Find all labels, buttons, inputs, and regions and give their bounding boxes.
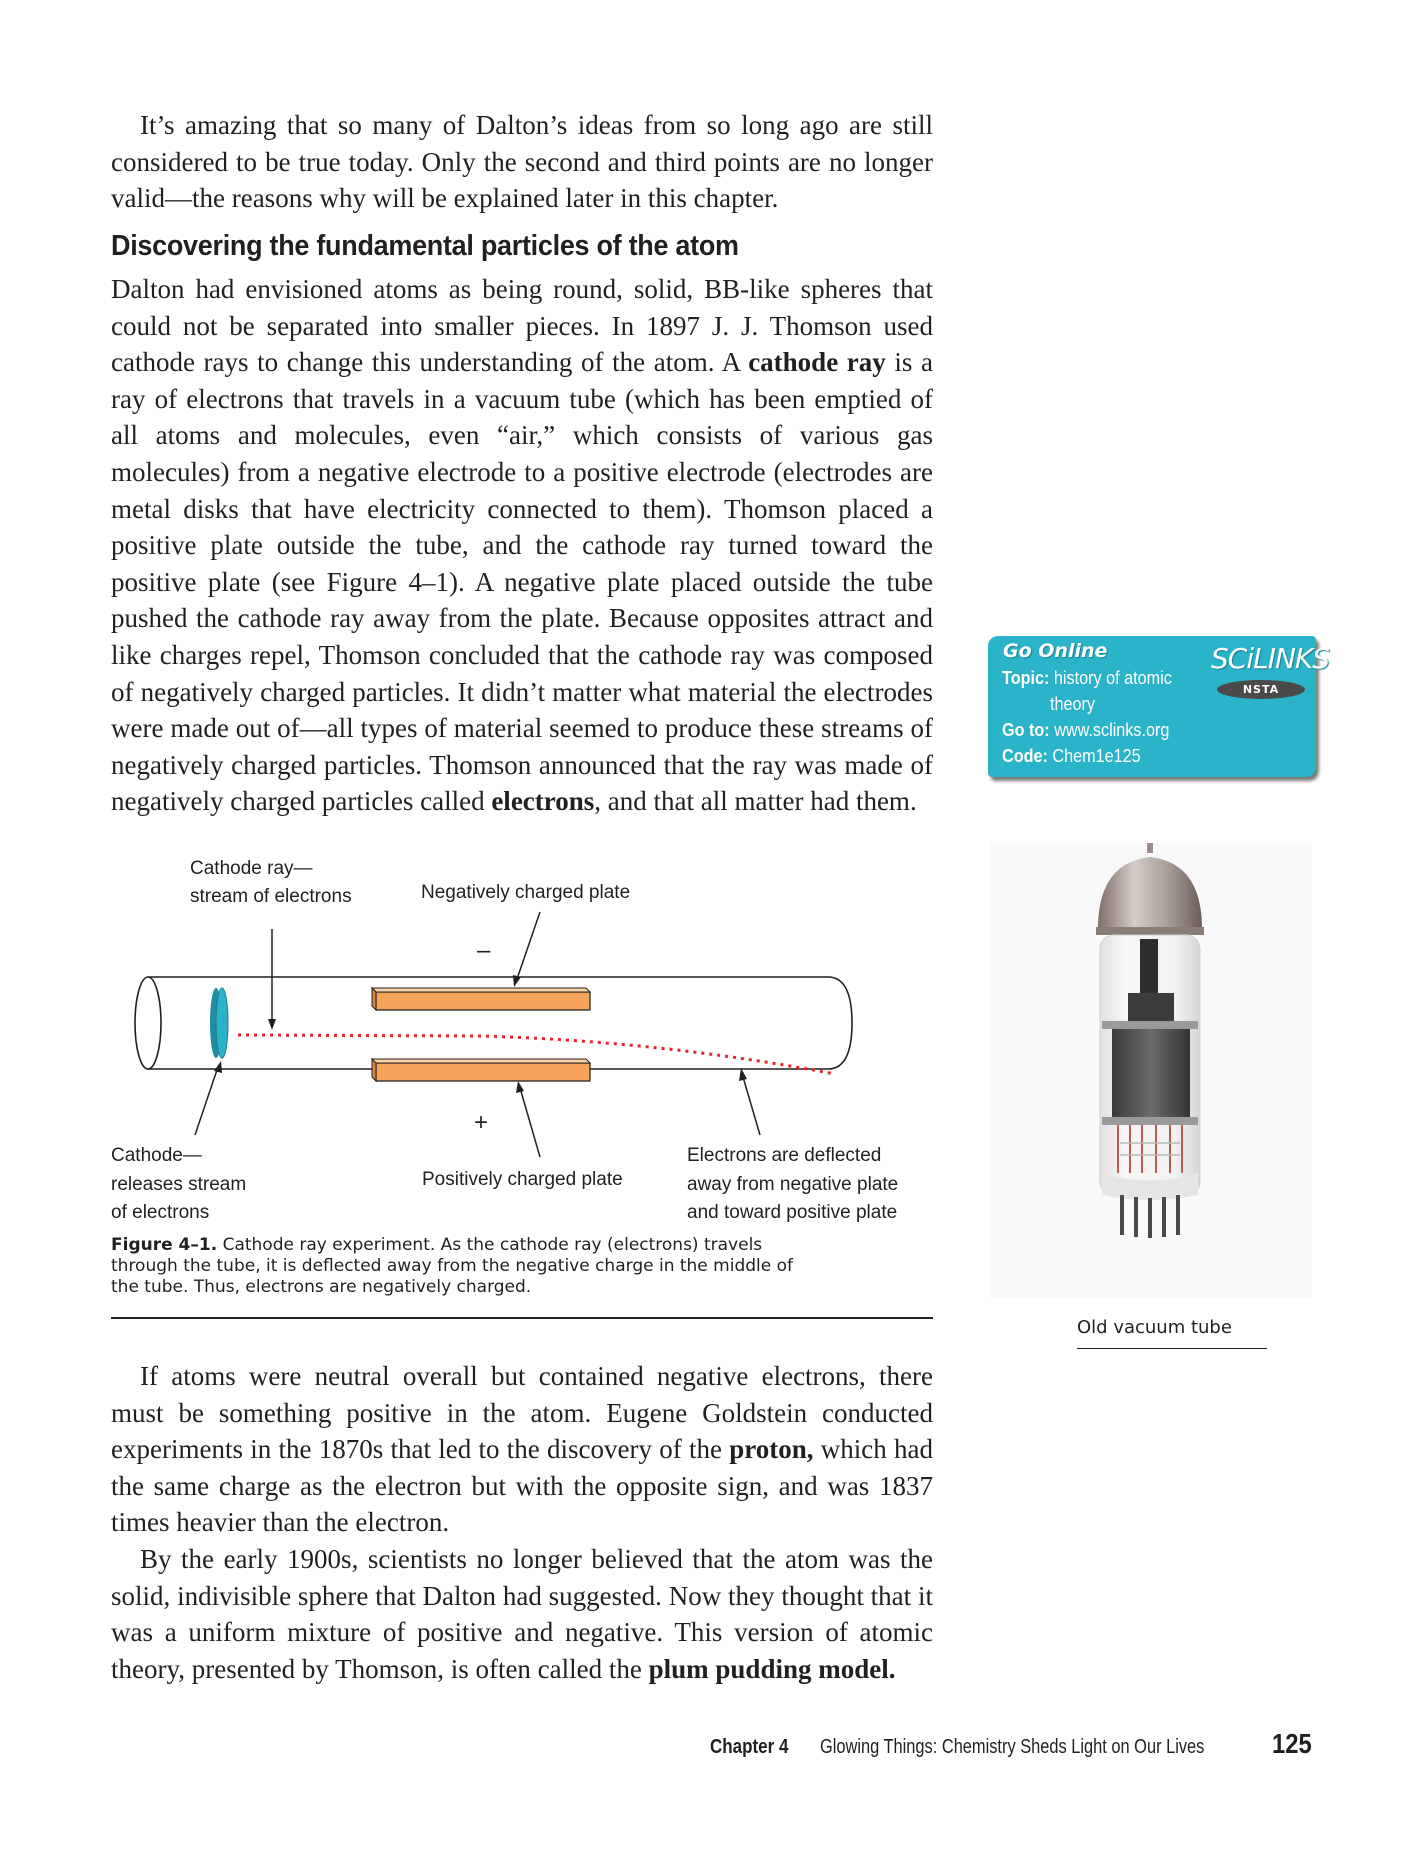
section-paragraph [111, 271, 933, 820]
lower-block [111, 1358, 933, 1687]
text-run: , and that all matter had them. [594, 786, 917, 817]
label-minus-sign: – [477, 937, 491, 964]
label-cathode-1: Cathode— [111, 1145, 202, 1166]
go-online-topic [1002, 668, 1172, 689]
figure-cathode-ray [100, 855, 940, 1325]
text-run: By the early 1900s, scientists no longer believed that the atom was the solid, indivisible sphere that Dalton had suggested. Now they thought that it was a uniform mixture of positive and negative. This version of atomic theory, presented by Thomson, is often called the [111, 1543, 933, 1684]
topic-label: Topic: [1002, 668, 1050, 688]
code-value: Chem1e125 [1052, 746, 1141, 766]
go-online-goto[interactable] [1002, 720, 1169, 741]
figure-caption [111, 1235, 811, 1298]
label-cathode-2: releases stream [111, 1174, 247, 1195]
positive-plate [372, 1059, 590, 1081]
paragraph-proton [111, 1358, 933, 1541]
text-run: is a ray of electrons that travels in a vacuum tube (which has been emptied of all atoms and molecules, even “air,” which consists of various gas molecules) from a negative electrode to a positive electrode (electrodes are metal disks that have electricity connected to them). Thomson placed a positive plate outside the tube, and the cathode ray turned toward the positive plate (see Figure 4–1). A negative plate placed outside the tube pushed the cathode ray away from the plate. Because opposites attract and like charges repel, Thomson concluded that the cathode ray was composed of negatively charged particles. It didn’t matter what material the electrodes were made out of—all types of material seemed to produce these streams of negatively charged particles. Thomson announced that the ray was made of negatively charged particles called [111, 347, 933, 817]
go-online-box[interactable] [988, 636, 1330, 777]
code-label: Code: [1002, 746, 1048, 766]
cathode-disk [210, 988, 228, 1058]
term-cathode-ray: cathode ray [748, 347, 886, 378]
go-online-topic-2: theory [1050, 694, 1096, 714]
label-deflected-1: Electrons are deflected [687, 1145, 882, 1166]
goto-link[interactable]: www.sclinks.org [1054, 720, 1170, 740]
section-block [111, 271, 933, 820]
label-cathode-ray-1: Cathode ray— [190, 858, 313, 879]
text-run: Dalton had envisioned atoms as being round, solid, BB-like spheres that could not be separated into smaller pieces. In 1897 J. J. Thomson used cathode rays to change this understanding of the atom. A [111, 274, 933, 378]
section-heading: Discovering the fundamental particles of the atom [111, 230, 739, 262]
term-proton: proton, [729, 1434, 814, 1465]
arrowhead [516, 1081, 524, 1093]
footer-chapter-title: Glowing Things: Chemistry Sheds Light on Our Lives [820, 1736, 1205, 1758]
vacuum-tube-photo [990, 843, 1312, 1298]
arrowhead [739, 1068, 747, 1081]
term-plum-pudding-model: plum pudding model. [648, 1653, 896, 1684]
label-positive-plate: Positively charged plate [422, 1169, 623, 1190]
go-online-title: Go Online [1003, 640, 1108, 662]
paragraph-plum [111, 1541, 933, 1687]
figure-caption-text: Cathode ray experiment. As the cathode ray (electrons) travels through the tube, it is deflected away from the negative charge in the middle of the tube. Thus, electrons are negatively charged. [111, 1235, 794, 1297]
tube-end [135, 977, 161, 1069]
figure-number: Figure 4–1. [111, 1235, 218, 1255]
term-electrons: electrons [491, 786, 595, 817]
figure-rule [111, 1317, 933, 1319]
label-plus-sign: + [474, 1109, 489, 1136]
intro-block [111, 107, 933, 217]
pointer-cathode [195, 1067, 218, 1135]
scilinks-logo [1209, 642, 1330, 704]
vacuum-tube-image [990, 843, 1312, 1298]
pointer-positive-plate [520, 1088, 540, 1157]
page-footer [700, 1728, 1315, 1768]
arrowhead [268, 1019, 276, 1030]
go-online-code [1002, 746, 1141, 767]
pointer-deflection [743, 1077, 760, 1135]
topic-value: history of atomic [1053, 668, 1172, 688]
label-cathode-3: of electrons [111, 1202, 210, 1223]
arrowhead [513, 975, 521, 987]
goto-label: Go to: [1002, 720, 1050, 740]
photo-caption: Old vacuum tube [1077, 1317, 1232, 1338]
negative-plate [372, 988, 590, 1010]
nsta-badge: NSTA [1217, 680, 1305, 699]
label-deflected-2: away from negative plate [687, 1174, 899, 1195]
arrowhead [214, 1061, 222, 1073]
pointer-negative-plate [517, 912, 540, 979]
page-number: 125 [1272, 1728, 1312, 1759]
text-run: If atoms were neutral overall but contained negative electrons, there must be something positive in the atom. Eugene Goldstein conducted experiments in the 1870s that led to the discovery of the [111, 1361, 933, 1465]
label-cathode-ray-2: stream of electrons [190, 886, 352, 907]
label-negative-plate: Negatively charged plate [421, 882, 631, 903]
footer-chapter: Chapter 4 [710, 1736, 789, 1758]
scilinks-logo-text: SCiLINKS [1211, 642, 1330, 675]
text-run: which had the same charge as the electron but with the opposite sign, and was 1837 times heavier than the electron. [111, 1434, 934, 1538]
intro-paragraph: It’s amazing that so many of Dalton’s ideas from so long ago are still considered to be true today. Only the second and third points are no longer valid—the reasons why will be explained later in this chapter. [111, 110, 933, 214]
label-deflected-3: and toward positive plate [687, 1202, 898, 1223]
photo-caption-rule [1077, 1348, 1267, 1349]
